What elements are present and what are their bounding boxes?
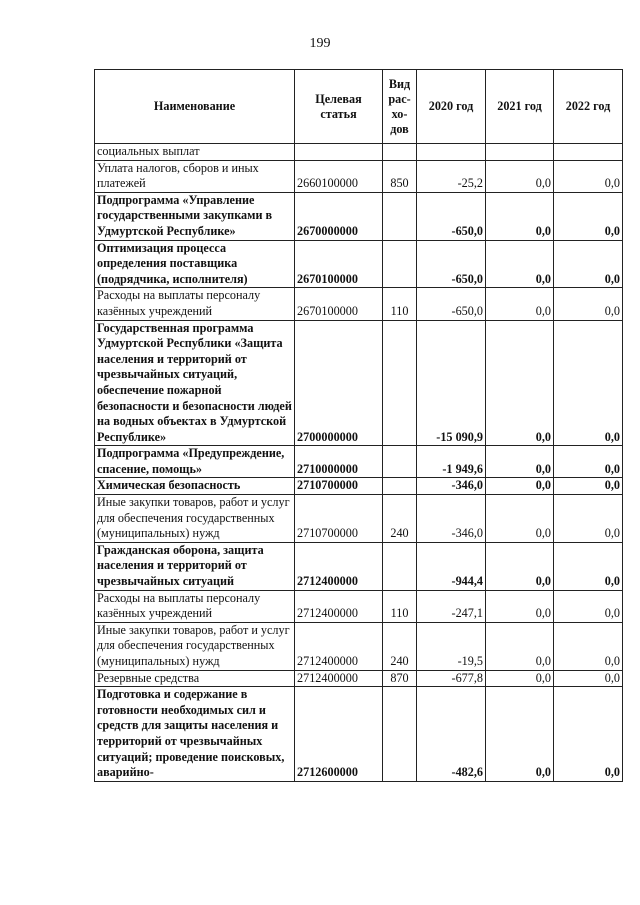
header-2020: 2020 год — [417, 70, 486, 144]
row-target-article: 2710700000 — [295, 495, 383, 543]
row-target-article: 2712400000 — [295, 590, 383, 622]
row-name: Иные закупки товаров, работ и услуг для обеспечения государственных (муниципальных) нужд — [95, 622, 295, 670]
row-target-article — [295, 144, 383, 161]
row-2022: 0,0 — [554, 192, 623, 240]
row-2021: 0,0 — [486, 160, 554, 192]
row-target-article: 2700000000 — [295, 320, 383, 446]
row-expense-type — [383, 446, 417, 478]
row-2020: -482,6 — [417, 687, 486, 782]
row-2022: 0,0 — [554, 446, 623, 478]
row-name: Оптимизация процесса определения поставщика (подрядчика, исполнителя) — [95, 240, 295, 288]
row-2020: -677,8 — [417, 670, 486, 687]
row-expense-type: 850 — [383, 160, 417, 192]
table-row — [95, 495, 623, 543]
row-2020: -15 090,9 — [417, 320, 486, 446]
row-2021: 0,0 — [486, 288, 554, 320]
row-target-article: 2670100000 — [295, 240, 383, 288]
row-target-article: 2710700000 — [295, 478, 383, 495]
row-2020: -650,0 — [417, 288, 486, 320]
row-expense-type: 240 — [383, 495, 417, 543]
table-row — [95, 192, 623, 240]
row-expense-type: 240 — [383, 622, 417, 670]
row-2021: 0,0 — [486, 687, 554, 782]
table-row — [95, 240, 623, 288]
row-2022: 0,0 — [554, 320, 623, 446]
row-2021: 0,0 — [486, 446, 554, 478]
row-expense-type: 110 — [383, 590, 417, 622]
row-name: социальных выплат — [95, 144, 295, 161]
row-2020: -247,1 — [417, 590, 486, 622]
row-name: Подпрограмма «Предупреждение, спасение, помощь» — [95, 446, 295, 478]
header-expense-type: Вид рас-хо-дов — [383, 70, 417, 144]
row-target-article: 2670000000 — [295, 192, 383, 240]
row-2021: 0,0 — [486, 622, 554, 670]
row-2022: 0,0 — [554, 687, 623, 782]
row-2020: -346,0 — [417, 478, 486, 495]
table-row — [95, 542, 623, 590]
row-2020: -346,0 — [417, 495, 486, 543]
row-2022: 0,0 — [554, 495, 623, 543]
row-2021: 0,0 — [486, 590, 554, 622]
row-2020: -25,2 — [417, 160, 486, 192]
row-expense-type — [383, 687, 417, 782]
row-2022: 0,0 — [554, 478, 623, 495]
row-2022: 0,0 — [554, 670, 623, 687]
row-name: Гражданская оборона, защита населения и территорий от чрезвычайных ситуаций — [95, 542, 295, 590]
row-2022: 0,0 — [554, 542, 623, 590]
table-row — [95, 478, 623, 495]
row-expense-type: 110 — [383, 288, 417, 320]
row-expense-type — [383, 478, 417, 495]
row-target-article: 2712400000 — [295, 670, 383, 687]
row-name: Государственная программа Удмуртской Республики «Защита населения и территорий от чрезвычайных ситуаций, обеспечение пожарной безопасности и безопасности людей на водных объектах в Удмуртской Республике» — [95, 320, 295, 446]
row-target-article: 2712600000 — [295, 687, 383, 782]
row-2020: -19,5 — [417, 622, 486, 670]
row-expense-type — [383, 144, 417, 161]
row-2020: -650,0 — [417, 192, 486, 240]
row-2021: 0,0 — [486, 478, 554, 495]
row-2022: 0,0 — [554, 622, 623, 670]
row-target-article: 2660100000 — [295, 160, 383, 192]
row-target-article: 2712400000 — [295, 542, 383, 590]
row-name: Подпрограмма «Управление государственными закупками в Удмуртской Республике» — [95, 192, 295, 240]
row-name: Резервные средства — [95, 670, 295, 687]
row-2021: 0,0 — [486, 240, 554, 288]
row-2021: 0,0 — [486, 320, 554, 446]
header-name: Наименование — [95, 70, 295, 144]
row-2020: -1 949,6 — [417, 446, 486, 478]
row-2022: 0,0 — [554, 160, 623, 192]
row-2021 — [486, 144, 554, 161]
header-2021: 2021 год — [486, 70, 554, 144]
header-target-article: Целевая статья — [295, 70, 383, 144]
row-2022 — [554, 144, 623, 161]
row-2022: 0,0 — [554, 240, 623, 288]
table-row — [95, 144, 623, 161]
row-expense-type — [383, 320, 417, 446]
table-row — [95, 320, 623, 446]
table-row — [95, 622, 623, 670]
header-2022: 2022 год — [554, 70, 623, 144]
row-2021: 0,0 — [486, 495, 554, 543]
row-expense-type — [383, 542, 417, 590]
row-target-article: 2670100000 — [295, 288, 383, 320]
row-name: Расходы на выплаты персоналу казённых учреждений — [95, 288, 295, 320]
row-2020 — [417, 144, 486, 161]
row-name: Расходы на выплаты персоналу казённых учреждений — [95, 590, 295, 622]
table-row — [95, 687, 623, 782]
row-target-article: 2712400000 — [295, 622, 383, 670]
row-2021: 0,0 — [486, 192, 554, 240]
row-name: Иные закупки товаров, работ и услуг для обеспечения государственных (муниципальных) нужд — [95, 495, 295, 543]
table-row — [95, 288, 623, 320]
row-2020: -944,4 — [417, 542, 486, 590]
page-number: 199 — [309, 36, 331, 51]
row-2022: 0,0 — [554, 590, 623, 622]
row-target-article: 2710000000 — [295, 446, 383, 478]
row-name: Уплата налогов, сборов и иных платежей — [95, 160, 295, 192]
row-2020: -650,0 — [417, 240, 486, 288]
row-name: Химическая безопасность — [95, 478, 295, 495]
row-expense-type: 870 — [383, 670, 417, 687]
table-row — [95, 670, 623, 687]
row-name: Подготовка и содержание в готовности необходимых сил и средств для защиты населения и территорий от чрезвычайных ситуаций; проведение поисковых, аварийно- — [95, 687, 295, 782]
row-2021: 0,0 — [486, 542, 554, 590]
budget-table — [94, 69, 623, 782]
table-row — [95, 160, 623, 192]
row-2022: 0,0 — [554, 288, 623, 320]
table-row — [95, 446, 623, 478]
row-expense-type — [383, 192, 417, 240]
table-row — [95, 590, 623, 622]
table-header-row — [95, 70, 623, 144]
row-expense-type — [383, 240, 417, 288]
row-2021: 0,0 — [486, 670, 554, 687]
